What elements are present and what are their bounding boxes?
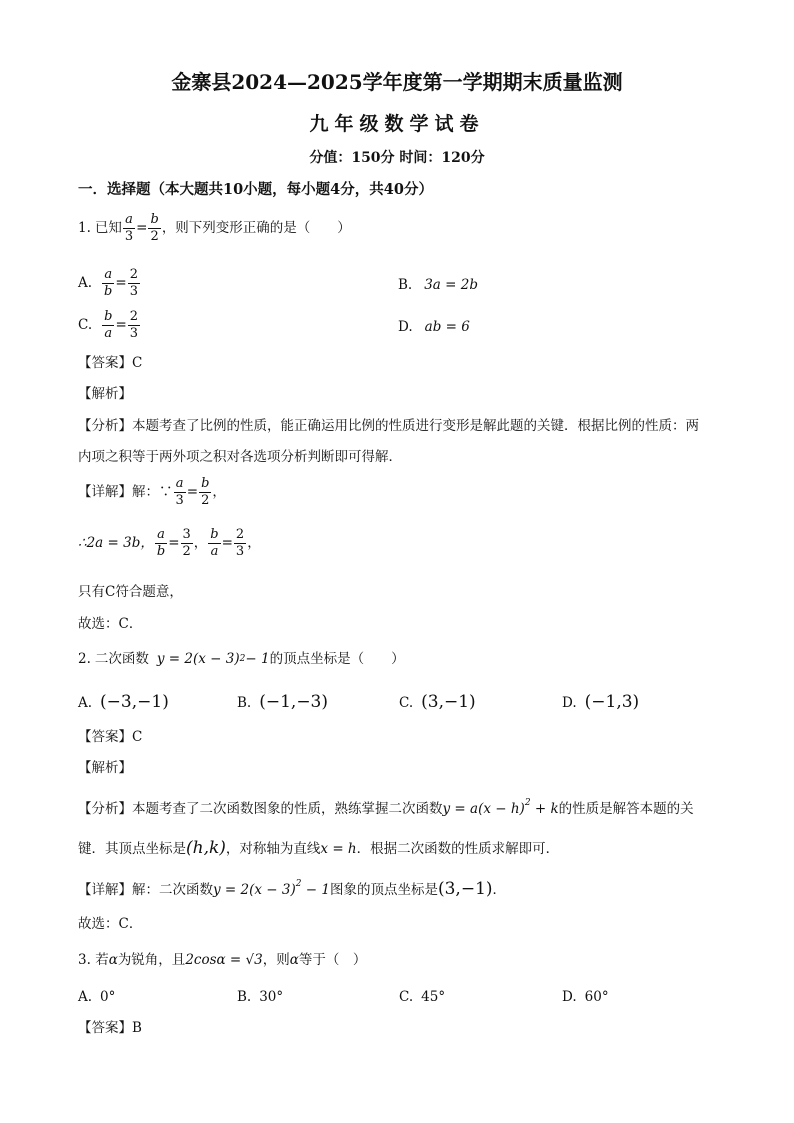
q2-option-d: D. (−1,3) xyxy=(562,692,640,712)
q2-option-a: A. (−3,−1) xyxy=(78,692,169,712)
q2-option-b: B. (−1,−3) xyxy=(237,692,329,712)
q3-option-a: A. 0° xyxy=(78,989,116,1005)
q3-option-c: C. 45° xyxy=(399,989,446,1005)
section-heading: 一．选择题（本大题共10小题，每小题4分，共40分） xyxy=(78,181,433,198)
q3-stem: 3. 若α为锐角，且2cosα = √3，则α等于（ ） xyxy=(78,952,367,968)
q1-option-c: C. $\frac{b}{a}$ = $\frac{2}{3}$ xyxy=(78,309,139,341)
score-info: 分值：150分 时间：120分 xyxy=(309,150,485,166)
q1-option-b: B. 3a = 2b xyxy=(398,277,478,293)
q1-given-lhs: $\frac{a}{3}$ xyxy=(124,212,134,244)
page-subtitle: 九年级数学试卷 xyxy=(309,113,485,135)
q1-option-d: D. ab = 6 xyxy=(398,319,470,335)
q1-analysis-tag: 【解析】 xyxy=(78,386,132,402)
q3-option-d: D. 60° xyxy=(562,989,609,1005)
q1-stem-pre: 已知 xyxy=(94,219,122,236)
q1-number: 1. xyxy=(78,219,91,236)
q2-answer: 【答案】C xyxy=(78,729,143,745)
q1-given-rhs: $\frac{b}{2}$ xyxy=(150,212,159,244)
q2-fenxi-1: 【分析】本题考查了二次函数图象的性质，熟练掌握二次函数$y = a(x - h)^2 + k$的性质是解答本题的关 xyxy=(78,798,694,817)
q1-stem-post: ，则下列变形正确的是（ ） xyxy=(161,219,351,236)
q2-fenxi-2: 键．其顶点坐标是(h,k)，对称轴为直线x = h．根据二次函数的性质求解即可． xyxy=(78,838,560,858)
q2-analysis-tag: 【解析】 xyxy=(78,760,132,776)
q1-detail-line4: 故选：C． xyxy=(78,616,143,632)
page-title: 金寨县2024—2025学年度第一学期期末质量监测 xyxy=(171,70,623,94)
q1-detail-line2: ∴2a = 3b， $\frac{a}{b}$ = $\frac{3}{2}$ ， $\frac{b}{a}$ = $\frac{2}{3}$ ， xyxy=(78,527,261,559)
q2-option-c: C. (3,−1) xyxy=(399,692,476,712)
q3-option-b: B. 30° xyxy=(237,989,284,1005)
q2-final: 故选：C． xyxy=(78,916,143,932)
q1-detail-line3: 只有C符合题意， xyxy=(78,584,183,600)
q1-given-eq: = xyxy=(136,219,148,236)
q1-fenxi-1: 【分析】本题考查了比例的性质，能正确运用比例的性质进行变形是解此题的关键．根据比例的性质：两 xyxy=(78,418,699,434)
q2-stem: 2. 二次函数 y = 2(x − 3) 2 − 1 的顶点坐标是（ ） xyxy=(78,651,405,667)
q2-detail: 【详解】解：二次函数$y = 2(x - 3)^2 - 1$图象的顶点坐标是(3,−1)． xyxy=(78,879,507,899)
q3-answer: 【答案】B xyxy=(78,1020,142,1036)
q1-detail-line1: 【详解】 解：∵ $\frac{a}{3}$ = $\frac{b}{2}$ ， xyxy=(78,476,226,508)
q1-stem xyxy=(78,212,351,245)
q1-answer: 【答案】C xyxy=(78,355,143,371)
q1-fenxi-2: 内项之积等于两外项之积对各选项分析判断即可得解． xyxy=(78,449,402,465)
q1-option-a: A. $\frac{a}{b}$ = $\frac{2}{3}$ xyxy=(78,267,138,299)
